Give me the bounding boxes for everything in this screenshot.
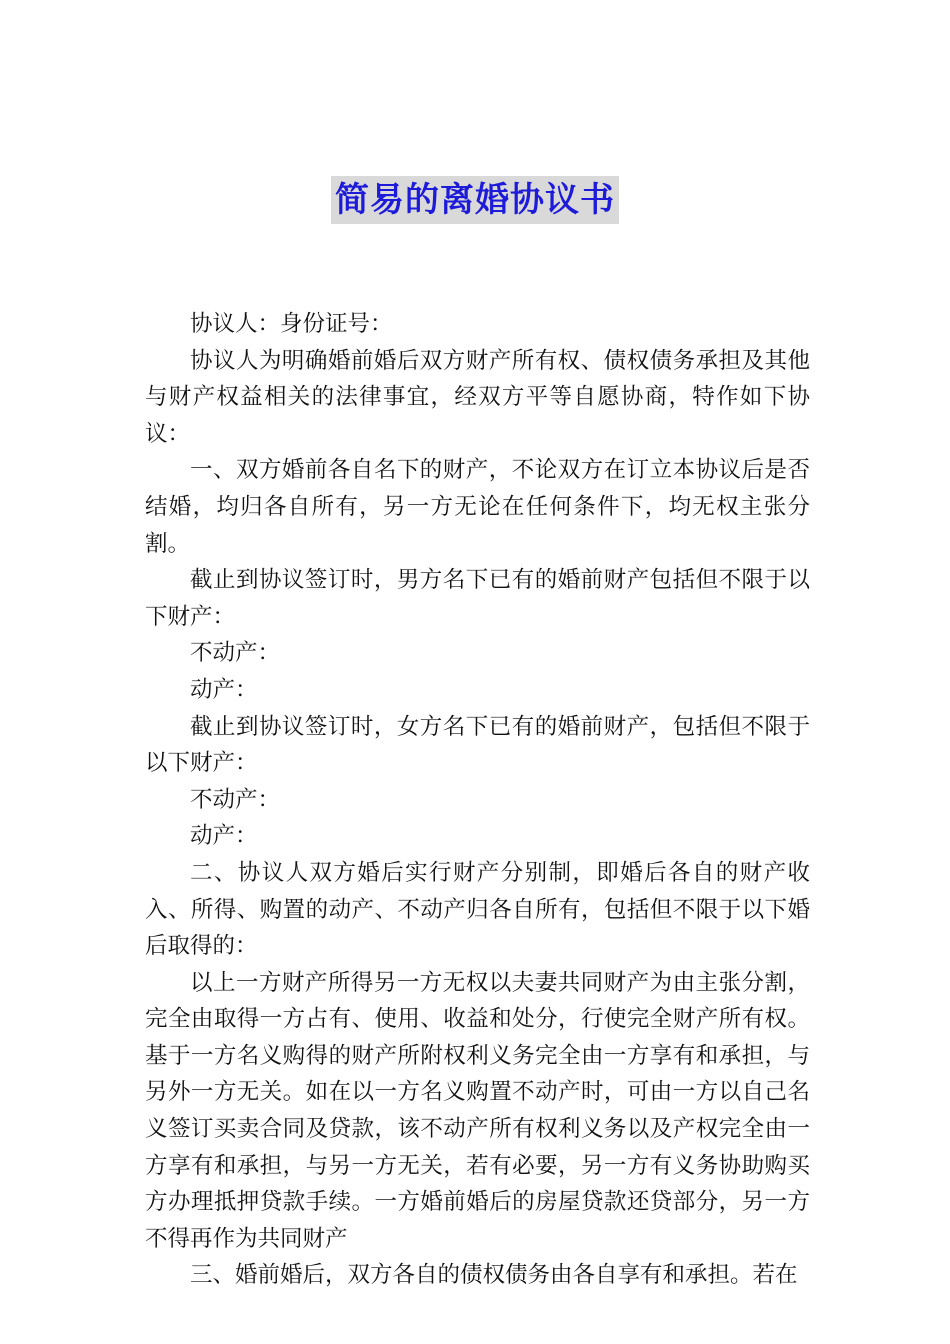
paragraph-parties: 协议人：身份证号：	[190, 311, 393, 337]
paragraph-male-movables: 动产：	[190, 676, 258, 703]
document-body	[145, 306, 810, 1294]
paragraph-separate-property: 以上一方财产所得另一方无权以夫妻共同财产为由主张分割，完全由取得一方占有、使用、收益和处分，行使完全财产所有权。基于一方名义购得的财产所附权利义务完全由一方享有和承担，与另外一方无关。如在以一方名义购置不动产时，可由一方以自己名义签订买卖合同及贷款，该不动产所有权利义务以及产权完全由一方享有和承担，与另一方无关，若有必要，另一方有义务协助购买方办理抵押贷款手续。一方婚前婚后的房屋贷款还贷部分，另一方不得再作为共同财产	[145, 969, 810, 1252]
paragraph-clause-1: 一、双方婚前各自名下的财产，不论双方在订立本协议后是否结婚，均归各自所有，另一方无论在任何条件下，均无权主张分割。	[145, 457, 810, 557]
paragraph-clause-3: 三、婚前婚后，双方各自的债权债务由各自享有和承担。若在	[190, 1262, 798, 1289]
paragraph-male-premarital: 截止到协议签订时，男方名下已有的婚前财产包括但不限于以下财产：	[145, 567, 810, 630]
paragraph-clause-2: 二、协议人双方婚后实行财产分别制，即婚后各自的财产收入、所得、购置的动产、不动产归各自所有，包括但不限于以下婚后取得的：	[145, 859, 810, 960]
document-title: 简易的离婚协议书	[331, 176, 619, 224]
paragraph-male-real-estate: 不动产：	[190, 640, 281, 667]
paragraph-female-movables: 动产：	[190, 823, 258, 850]
title-container	[0, 176, 950, 224]
paragraph-female-premarital: 截止到协议签订时，女方名下已有的婚前财产，包括但不限于以下财产：	[145, 713, 810, 777]
paragraph-female-real-estate: 不动产：	[190, 786, 281, 813]
paragraph-preamble: 协议人为明确婚前婚后双方财产所有权、债权债务承担及其他与财产权益相关的法律事宜，经双方平等自愿协商，特作如下协议：	[145, 347, 810, 447]
